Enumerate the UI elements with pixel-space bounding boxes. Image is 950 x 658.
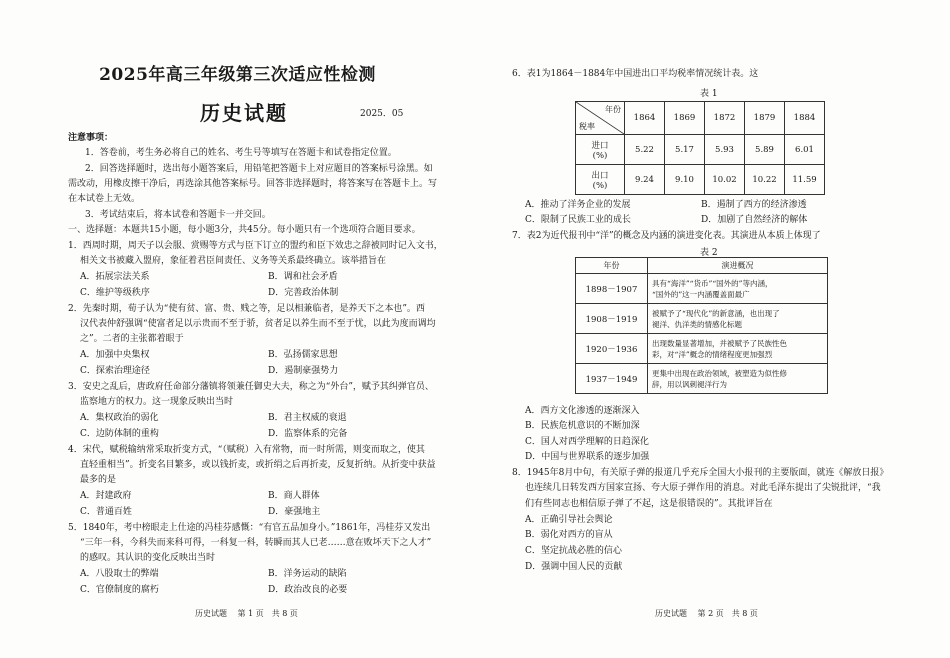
table-cell: 5.89 — [745, 135, 785, 165]
exam-title: 2025年高三年级第三次适应性检测 — [99, 65, 376, 85]
q6-option-c[interactable]: C．限制了民族工业的成长 — [525, 215, 631, 225]
notice-line: 3．考试结束后，将本试卷和答题卡一并交回。 — [85, 210, 271, 220]
question-6-stem: 6．表1为1864－1884年中国进出口平均税率情况统计表。这 — [512, 69, 759, 79]
q4-option-d[interactable]: D．豪强地主 — [268, 507, 321, 517]
subject-title: 历史试题 — [200, 101, 288, 125]
q1-option-b[interactable]: B．调和社会矛盾 — [268, 272, 338, 282]
table-1 — [575, 101, 825, 195]
period-cell: 1898－1907 — [576, 274, 648, 304]
description-cell — [648, 304, 828, 334]
table-2-header: 演进概况 — [648, 258, 828, 274]
q1-option-d[interactable]: D．完善政治体制 — [268, 288, 339, 298]
question-3-stem: 3．安史之乱后，唐政府任命部分藩镇将领兼任御史大夫，称之为“外台”，赋予其纠弹官员、 — [68, 382, 434, 392]
table-2-header: 年份 — [576, 258, 648, 274]
period-cell: 1937－1949 — [576, 364, 648, 394]
table-1-corner — [576, 102, 625, 135]
question-4-stem: 最多的是 — [80, 475, 117, 485]
question-2-stem: 2．先秦时期，荀子认为“使有贫、富、贵、贱之等，足以相兼临者，是养天下之本也”。西 — [68, 304, 425, 314]
question-5-stem: 5．1840年，考中榜眼走上仕途的冯桂芬感慨：“有官五品加身小。”1861年，冯桂芬又发出 — [68, 523, 431, 533]
year-header: 1879 — [745, 102, 785, 135]
notice-line: 在本试卷上无效。 — [68, 194, 141, 204]
q6-option-a[interactable]: A．推动了洋务企业的发展 — [525, 200, 631, 210]
period-cell: 1920－1936 — [576, 334, 648, 364]
table-cell: 9.10 — [665, 165, 705, 195]
q1-option-c[interactable]: C．维护等级秩序 — [80, 288, 150, 298]
q3-option-c[interactable]: C．边防体制的重构 — [80, 429, 159, 439]
section-heading: 一、选择题：本题共15小题，每小题3分，共45分。每小题只有一个选项符合题目要求。 — [68, 225, 421, 235]
row-label-name: 进口 — [591, 140, 609, 151]
description-cell — [648, 274, 828, 304]
q8-option-b[interactable]: B．弱化对西方的盲从 — [525, 530, 613, 540]
q4-option-a[interactable]: A．封建政府 — [80, 491, 132, 501]
table-cell: 5.22 — [625, 135, 665, 165]
table-cell: 5.17 — [665, 135, 705, 165]
question-5-stem: 的感叹。其认识的变化反映出当时 — [80, 553, 216, 563]
q7-option-c[interactable]: C．国人对西学理解的日趋深化 — [525, 437, 649, 447]
table-cell: 6.01 — [785, 135, 825, 165]
q5-option-c[interactable]: C．官僚制度的腐朽 — [80, 585, 159, 595]
page-footer: 历史试题 第 2 页 共 8 页 — [655, 609, 758, 618]
q7-option-a[interactable]: A．西方文化渗透的逐渐深入 — [525, 406, 640, 416]
q7-option-b[interactable]: B．民族危机意识的不断加深 — [525, 421, 640, 431]
q3-option-d[interactable]: D．监察体系的完备 — [268, 429, 348, 439]
page-footer: 历史试题 第 1 页 共 8 页 — [195, 609, 298, 618]
q4-option-b[interactable]: B．商人群体 — [268, 491, 320, 501]
year-header: 1884 — [785, 102, 825, 135]
description-line: 更集中出现在政治领域，被塑造为似性修 — [652, 368, 787, 378]
q5-option-a[interactable]: A．八股取士的弊端 — [80, 569, 159, 579]
question-8-stem: 8．1945年8月中旬，有关原子弹的报道几乎充斥全国大小报刊的主要版面，就连《解放日报》 — [512, 468, 889, 478]
question-1-stem: 1．西周时期，周天子以会服、赏赐等方式与臣下订立的盟约和臣下效忠之辞被同时记入文书， — [68, 241, 443, 251]
q2-option-d[interactable]: D．遏制豪强势力 — [268, 366, 339, 376]
period-cell: 1908－1919 — [576, 304, 648, 334]
q5-option-d[interactable]: D．政治改良的必要 — [268, 585, 348, 595]
question-2-stem: 之”。二者的主张都着眼于 — [80, 334, 184, 344]
q8-option-a[interactable]: A．正确引导社会舆论 — [525, 515, 613, 525]
year-header: 1864 — [625, 102, 665, 135]
notice-line: 1．答卷前，考生务必将自己的姓名、考生号等填写在答题卡和试卷指定位置。 — [85, 148, 397, 158]
question-8-stem: 也连续几日转发西方国家宣扬、夸大原子弹作用的消息。对此毛泽东提出了尖锐批评，“我 — [525, 483, 881, 493]
question-4-stem: 直轻重相当”。折变名目繁多，或以钱折麦，或折绢之后再折麦，反复折纳。从折变中获益 — [80, 460, 436, 470]
q2-option-a[interactable]: A．加强中央集权 — [80, 350, 150, 360]
table-cell: 10.22 — [745, 165, 785, 195]
question-2-stem: 汉代表仲舒强调“使富者足以示贵而不至于骄，贫者足以养生而不至于忧，以此为度而调均 — [80, 319, 436, 329]
question-4-stem: 4．宋代，赋税输纳常采取折变方式，“（赋税）入有常物，而一时所需，则变而取之，使其 — [68, 445, 425, 455]
row-label-name: 出口 — [591, 170, 609, 181]
table-cell: 10.02 — [705, 165, 745, 195]
table-cell: 9.24 — [625, 165, 665, 195]
q3-option-b[interactable]: B．君主权威的衰退 — [268, 413, 347, 423]
q5-option-b[interactable]: B．洋务运动的缺陷 — [268, 569, 347, 579]
corner-bottom-label: 税率 — [579, 122, 595, 131]
question-5-stem: “三年一科，今科失而来科可得，一科复一科，转瞬而其人已老……意在败坏天下之人才” — [80, 538, 432, 548]
table-2-caption: 表 2 — [700, 248, 718, 258]
question-8-stem: 们有些同志也相信原子弹了不起，这是很错误的”。其批评旨在 — [525, 499, 773, 509]
q4-option-c[interactable]: C．普通百姓 — [80, 507, 132, 517]
q3-option-a[interactable]: A．集权政治的弱化 — [80, 413, 159, 423]
row-label — [576, 165, 625, 195]
row-label — [576, 135, 625, 165]
row-label-unit: (%) — [592, 180, 608, 191]
q6-option-b[interactable]: B．遏制了西方的经济渗透 — [701, 200, 807, 210]
description-line: 辞，用以讽刺褪洋行为 — [652, 379, 727, 389]
question-7-stem: 7．表2为近代报刊中“洋”的概念及内涵的演进变化表。其演进从本质上体现了 — [512, 231, 821, 241]
exam-date: 2025．05 — [360, 109, 404, 119]
question-1-stem: 相关文书被藏入盟府，象征着君臣间责任、义务等关系最终确立。该举措旨在 — [80, 256, 387, 266]
table-2 — [575, 257, 828, 394]
q8-option-d[interactable]: D．强调中国人民的贡献 — [525, 562, 623, 572]
q8-option-c[interactable]: C．坚定抗战必胜的信心 — [525, 546, 622, 556]
description-line: 被赋予了“现代化”的新意涵，也出现了 — [652, 308, 780, 318]
description-line: “国外的”这一内涵覆盖面最广 — [652, 289, 750, 299]
table-cell: 5.93 — [705, 135, 745, 165]
q7-option-d[interactable]: D．中国与世界联系的逐步加强 — [525, 452, 650, 462]
corner-top-label: 年份 — [605, 105, 621, 114]
row-label-unit: (%) — [592, 150, 608, 161]
q2-option-c[interactable]: C．探索治理途径 — [80, 366, 150, 376]
notice-heading: 注意事项： — [68, 133, 114, 143]
description-cell — [648, 334, 828, 364]
q6-option-d[interactable]: D．加剧了自然经济的解体 — [701, 215, 808, 225]
notice-line: 2．回答选择题时，选出每小题答案后，用铅笔把答题卡上对应题目的答案标号涂黑。如 — [85, 164, 433, 174]
year-header: 1872 — [705, 102, 745, 135]
q1-option-a[interactable]: A．拓展宗法关系 — [80, 272, 150, 282]
table-cell: 11.59 — [785, 165, 825, 195]
year-header: 1869 — [665, 102, 705, 135]
description-line: 彩，对“洋”概念的情绪程度更加强烈 — [652, 349, 773, 359]
description-line: 褪洋、仇洋类的情感化标题 — [652, 319, 742, 329]
notice-line: 需改动，用橡皮擦干净后，再选涂其他答案标号。回答非选择题时，将答案写在答题卡上。写 — [68, 179, 438, 189]
description-cell — [648, 364, 828, 394]
q2-option-b[interactable]: B．弘扬儒家思想 — [268, 350, 338, 360]
question-3-stem: 监察地方的权力。这一现象反映出当时 — [80, 397, 234, 407]
description-line: 具有“海洋”“货币”“国外的”等内涵， — [652, 278, 773, 288]
table-1-caption: 表 1 — [700, 89, 718, 99]
description-line: 出现数量显著增加，并被赋予了民族性色 — [652, 338, 787, 348]
